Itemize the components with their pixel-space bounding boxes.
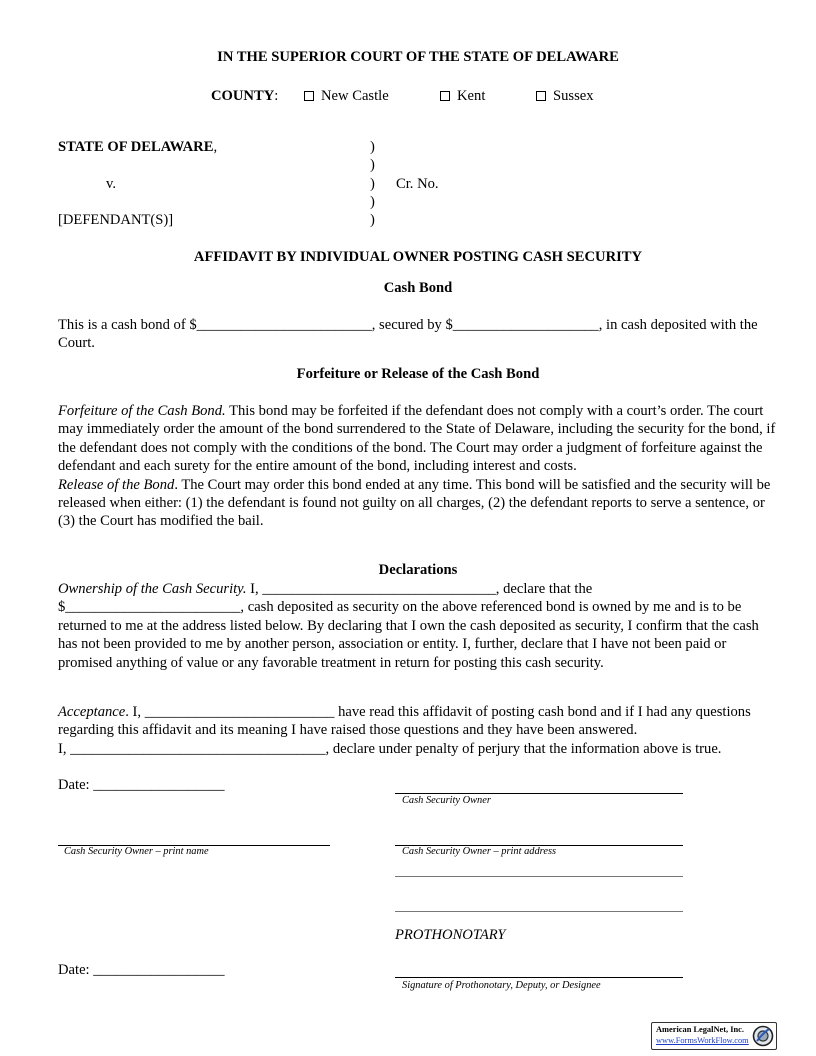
- ownership-label: Ownership of the Cash Security.: [58, 581, 247, 597]
- caption-paren: ): [370, 157, 375, 173]
- forfeiture-paragraph: [58, 402, 780, 476]
- county-option-label: Kent: [457, 88, 486, 104]
- county-colon: :: [274, 88, 279, 104]
- forfeiture-release-paragraph: [58, 402, 780, 531]
- county-option-sussex[interactable]: [536, 88, 594, 105]
- forfeiture-label: Forfeiture of the Cash Bond.: [58, 403, 226, 419]
- county-option-new-castle[interactable]: [304, 88, 389, 105]
- globe-icon: [752, 1025, 774, 1047]
- plaintiff-comma: ,: [213, 139, 218, 155]
- declarations-heading: Declarations: [378, 562, 458, 578]
- publisher-name: American LegalNet, Inc.: [656, 1025, 744, 1034]
- address-line-3[interactable]: [395, 911, 683, 912]
- caption-paren: ): [370, 176, 375, 192]
- ownership-text: I, ________________________________, declare that the $________________________, cash deposited as security on the above referenced bond is owned by me and is to be returned to me at the address listed below. By declaring that I own the cash deposited as security, I confirm that the cash has not been provided to me by another person, association or entity. I, further, declare that I have not been paid or promised anything of value or any favorable treatment in return for posting this cash security.: [58, 581, 759, 671]
- case-number-label: Cr. No.: [396, 176, 439, 192]
- county-option-label: New Castle: [321, 88, 389, 104]
- owner-signature-line[interactable]: [395, 793, 683, 794]
- publisher-website-link[interactable]: www.FormsWorkFlow.com: [656, 1036, 749, 1045]
- checkbox-sussex[interactable]: [536, 91, 546, 101]
- checkbox-new-castle[interactable]: [304, 91, 314, 101]
- date-field[interactable]: Date: __________________: [58, 777, 225, 793]
- plaintiff-name: [58, 139, 217, 156]
- county-option-label: Sussex: [553, 88, 594, 104]
- caption-paren: ): [370, 194, 375, 210]
- cash-bond-heading: Cash Bond: [383, 280, 453, 296]
- address-line-2[interactable]: [395, 876, 683, 877]
- print-name-caption: Cash Security Owner – print name: [64, 846, 209, 857]
- acceptance-label: Acceptance: [58, 704, 126, 720]
- release-label: Release of the Bond: [58, 476, 175, 493]
- forfeiture-release-heading: Forfeiture or Release of the Cash Bond: [296, 366, 540, 382]
- court-title: IN THE SUPERIOR COURT OF THE STATE OF DELAWARE: [217, 49, 619, 65]
- affidavit-title: AFFIDAVIT BY INDIVIDUAL OWNER POSTING CASH SECURITY: [193, 249, 643, 265]
- caption-paren: ): [370, 139, 375, 155]
- prothonotary-signature-line[interactable]: [395, 977, 683, 978]
- plaintiff-text: STATE OF DELAWARE: [58, 139, 214, 155]
- prothonotary-label: PROTHONOTARY: [395, 927, 506, 943]
- acceptance-paragraph: [58, 703, 780, 758]
- county-option-kent[interactable]: [440, 88, 485, 105]
- defendant-name: [DEFENDANT(S)]: [58, 212, 174, 228]
- print-address-caption: Cash Security Owner – print address: [402, 846, 557, 857]
- ownership-paragraph: [58, 580, 780, 672]
- county-label: COUNTY: [211, 88, 275, 104]
- county-row: [211, 88, 278, 105]
- release-text: . The Court may order this bond ended at any time. This bond will be satisfied and the security will be released when either: (1) the defendant is found not guilty on all charges, (2) the defendant reports to serve a sentence, or (3) the Court has modified the bail.: [58, 476, 771, 530]
- cash-bond-text: This is a cash bond of $________________________, secured by $____________________, in cash deposited with the Court.: [58, 317, 758, 352]
- prothonotary-signature-caption: Signature of Prothonotary, Deputy, or Designee: [402, 980, 601, 991]
- cash-bond-paragraph: [58, 316, 780, 353]
- owner-signature-caption: Cash Security Owner: [402, 795, 491, 806]
- caption-paren: ): [370, 212, 375, 228]
- release-paragraph: [58, 476, 780, 531]
- acceptance-text: . I, __________________________ have read this affidavit of posting cash bond and if I had any questions regarding this affidavit and its meaning I have raised those questions and they have been answered.: [58, 704, 751, 739]
- date-field-2[interactable]: Date: __________________: [58, 962, 225, 978]
- publisher-logo: [651, 1022, 777, 1050]
- checkbox-kent[interactable]: [440, 91, 450, 101]
- versus: v.: [106, 176, 116, 192]
- forfeiture-text: This bond may be forfeited if the defendant does not comply with a court’s order. The court may immediately order the amount of the bond surrendered to the State of Delaware, including the security for the bond, if the defendant does not comply with the conditions of the bond. The Court may order a judgment of forfeiture against the defendant and each surety for the entire amount of the bond, including interest and costs.: [58, 403, 776, 475]
- perjury-text: I, ___________________________________, declare under penalty of perjury that the information above is true.: [58, 740, 722, 757]
